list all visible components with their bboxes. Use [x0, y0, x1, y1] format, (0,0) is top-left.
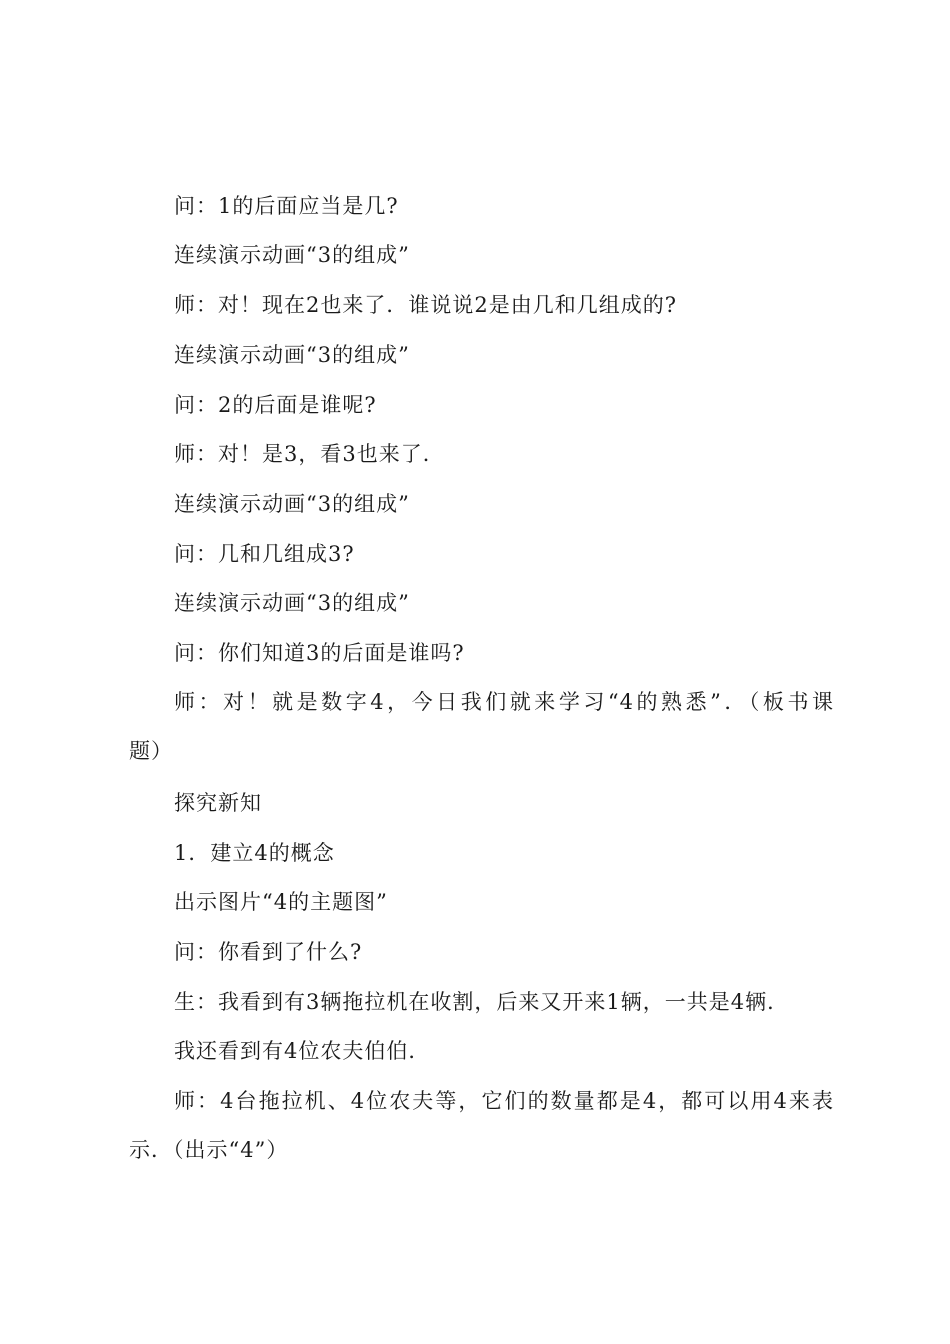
paragraph-continuation: 题） [129, 739, 173, 763]
paragraph: 连续演示动画“3的组成” [174, 243, 410, 267]
paragraph: 生：我看到有3辆拖拉机在收割，后来又开来1辆，一共是4辆． [174, 990, 790, 1014]
section-heading: 探究新知 [174, 791, 262, 815]
paragraph: 问：你看到了什么? [174, 940, 363, 964]
paragraph: 师：对！现在2也来了．谁说说2是由几和几组成的? [174, 293, 677, 317]
paragraph: 师：对！就是数字4，今日我们就来学习“4的熟悉”．（板书课 [174, 690, 834, 714]
paragraph: 师：4台拖拉机、4位农夫等，它们的数量都是4，都可以用4来表 [174, 1089, 834, 1113]
paragraph: 连续演示动画“3的组成” [174, 492, 410, 516]
paragraph: 连续演示动画“3的组成” [174, 591, 410, 615]
paragraph: 我还看到有4位农夫伯伯． [174, 1039, 431, 1063]
paragraph-continuation: 示．（出示“4”） [129, 1138, 289, 1162]
paragraph: 问：1的后面应当是几? [174, 194, 399, 218]
paragraph: 问：几和几组成3? [174, 542, 355, 566]
paragraph: 问：你们知道3的后面是谁吗? [174, 641, 465, 665]
paragraph: 师：对！是3，看3也来了． [174, 442, 445, 466]
paragraph: 出示图片“4的主题图” [174, 890, 388, 914]
paragraph: 问：2的后面是谁呢? [174, 393, 377, 417]
paragraph: 1．建立4的概念 [174, 841, 335, 865]
paragraph: 连续演示动画“3的组成” [174, 343, 410, 367]
